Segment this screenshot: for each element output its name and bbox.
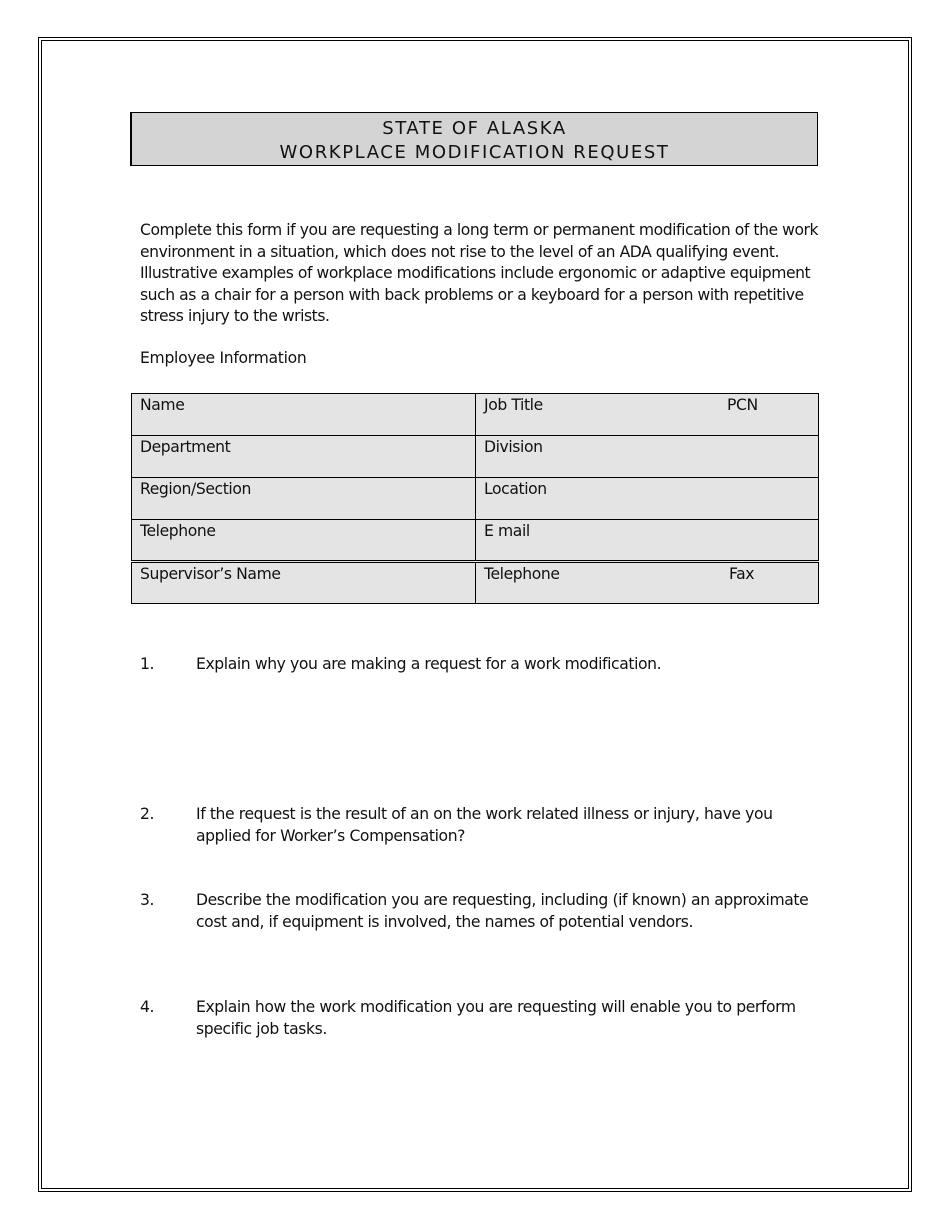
question-text: Describe the modification you are requesting, including (if known) an approximate cost and, if equipment is involved, the names of potential vendors. bbox=[196, 891, 809, 931]
table-row bbox=[132, 520, 819, 562]
intro-paragraph: Complete this form if you are requesting a long term or permanent modification of the work environment in a situation, which does not rise to the level of an ADA qualifying event. Illustrative examples of workplace modifications include ergonomic or adaptive equipment such as a chair for a person with back problems or a keyboard for a person with repetitive stress injury to the wrists. bbox=[140, 221, 819, 326]
location-label: Location bbox=[484, 480, 547, 498]
supervisor-name-field[interactable] bbox=[132, 562, 476, 604]
supervisor-telephone-label: Telephone bbox=[484, 565, 560, 583]
question-number: 2. bbox=[140, 805, 155, 823]
telephone-field[interactable] bbox=[132, 520, 476, 562]
region-section-label: Region/Section bbox=[140, 480, 251, 498]
department-label: Department bbox=[140, 438, 231, 456]
table-row bbox=[132, 394, 819, 436]
question-text: Explain why you are making a request for a work modification. bbox=[196, 655, 662, 673]
division-label: Division bbox=[484, 438, 543, 456]
question-2 bbox=[140, 804, 820, 847]
pcn-label: PCN bbox=[727, 396, 758, 414]
form-title-line-2: WORKPLACE MODIFICATION REQUEST bbox=[279, 142, 670, 163]
question-number: 1. bbox=[140, 655, 155, 673]
table-row bbox=[132, 436, 819, 478]
table-row bbox=[132, 562, 819, 604]
telephone-label: Telephone bbox=[140, 522, 216, 540]
question-number: 4. bbox=[140, 998, 155, 1016]
employee-information-table bbox=[131, 393, 819, 604]
name-label: Name bbox=[140, 396, 185, 414]
question-text: If the request is the result of an on the work related illness or injury, have you applied for Worker’s Compensation? bbox=[196, 805, 773, 845]
question-number: 3. bbox=[140, 891, 155, 909]
department-field[interactable] bbox=[132, 436, 476, 478]
email-label: E mail bbox=[484, 522, 530, 540]
job-title-label: Job Title bbox=[484, 396, 543, 414]
division-field[interactable] bbox=[476, 436, 819, 478]
region-section-field[interactable] bbox=[132, 478, 476, 520]
supervisor-telephone-field[interactable] bbox=[476, 562, 819, 604]
table-row bbox=[132, 478, 819, 520]
question-4 bbox=[140, 997, 820, 1040]
location-field[interactable] bbox=[476, 478, 819, 520]
form-title-box bbox=[130, 112, 818, 166]
question-3 bbox=[140, 890, 820, 933]
supervisor-name-label: Supervisor’s Name bbox=[140, 565, 281, 583]
email-field[interactable] bbox=[476, 520, 819, 562]
job-title-field[interactable] bbox=[476, 394, 819, 436]
question-1 bbox=[140, 654, 820, 676]
employee-information-heading: Employee Information bbox=[140, 349, 307, 367]
question-text: Explain how the work modification you are requesting will enable you to perform specific job tasks. bbox=[196, 998, 796, 1038]
fax-label: Fax bbox=[729, 565, 755, 583]
name-field[interactable] bbox=[132, 394, 476, 436]
form-title-line-1: STATE OF ALASKA bbox=[382, 118, 567, 139]
